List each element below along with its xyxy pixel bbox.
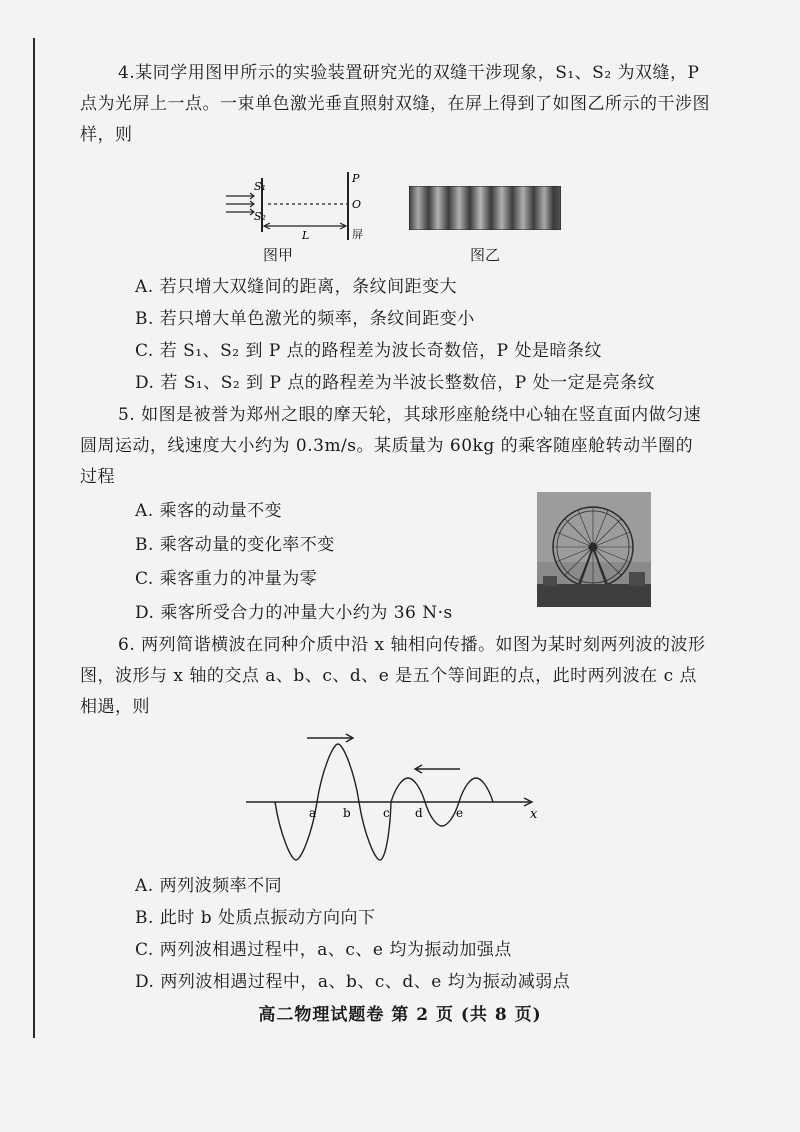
- q4-option-a: A. 若只增大双缝间的距离，条纹间距变大: [135, 277, 458, 297]
- q5-option-d: D. 乘客所受合力的冲量大小约为 36 N·s: [135, 603, 453, 623]
- point-e-label: e: [456, 806, 464, 820]
- q6-option-b: B. 此时 b 处质点振动方向向下: [135, 908, 376, 928]
- question-6-text: 6. 两列简谐横波在同种介质中沿 x 轴相向传播。如图为某时刻两列波的波形图，波形与 x 轴的交点 a、b、c、d、e 是五个等间距的点，此时两列波在 c 点相遇，则: [80, 635, 706, 717]
- ferris-wheel-photo: [537, 492, 651, 607]
- q4-option-c: C. 若 S₁、S₂ 到 P 点的路程差为波长奇数倍，P 处是暗条纹: [135, 341, 603, 361]
- label-s2: S₂: [254, 210, 266, 223]
- q6-option-d: D. 两列波相遇过程中，a、b、c、d、e 均为振动减弱点: [135, 972, 571, 992]
- figure-b-interference-pattern: [409, 186, 561, 230]
- figure-a-caption: 图甲: [263, 246, 294, 264]
- label-o: O: [352, 198, 362, 211]
- figure-wave-diagram: [240, 728, 550, 868]
- question-4-stem: [80, 58, 710, 151]
- question-5-stem: [80, 400, 710, 493]
- question-4-text: 4.某同学用图甲所示的实验装置研究光的双缝干涉现象，S₁、S₂ 为双缝，P 点为光屏上一点。一束单色激光垂直照射双缝，在屏上得到了如图乙所示的干涉图样，则: [80, 63, 710, 145]
- figure-a-double-slit: [222, 168, 372, 248]
- q6-option-c: C. 两列波相遇过程中，a、c、e 均为振动加强点: [135, 940, 512, 960]
- figure-b-caption: 图乙: [470, 246, 501, 264]
- q6-option-a: A. 两列波频率不同: [135, 876, 283, 896]
- label-s1: S₁: [254, 180, 266, 193]
- point-d-label: d: [415, 806, 423, 820]
- question-6-stem: [80, 630, 710, 723]
- label-p: P: [352, 172, 360, 185]
- question-5-text: 5. 如图是被誉为郑州之眼的摩天轮，其球形座舱绕中心轴在竖直面内做匀速圆周运动，线速度大小约为 0.3m/s。某质量为 60kg 的乘客随座舱转动半圈的过程: [80, 405, 702, 487]
- point-b-label: b: [343, 806, 351, 820]
- page-footer: 高二物理试题卷 第 2 页 (共 8 页): [258, 1005, 542, 1025]
- q4-option-b: B. 若只增大单色激光的频率，条纹间距变小: [135, 309, 475, 329]
- label-screen: 屏: [352, 228, 363, 241]
- label-l: L: [302, 229, 310, 242]
- x-axis-label: x: [530, 807, 538, 822]
- q5-option-c: C. 乘客重力的冲量为零: [135, 569, 318, 589]
- point-a-label: a: [309, 806, 317, 820]
- q4-option-d: D. 若 S₁、S₂ 到 P 点的路程差为半波长整数倍，P 处一定是亮条纹: [135, 373, 656, 393]
- point-c-label: c: [383, 806, 390, 820]
- q5-option-a: A. 乘客的动量不变: [135, 501, 283, 521]
- q5-option-b: B. 乘客动量的变化率不变: [135, 535, 335, 555]
- binding-margin-line: [33, 38, 35, 1038]
